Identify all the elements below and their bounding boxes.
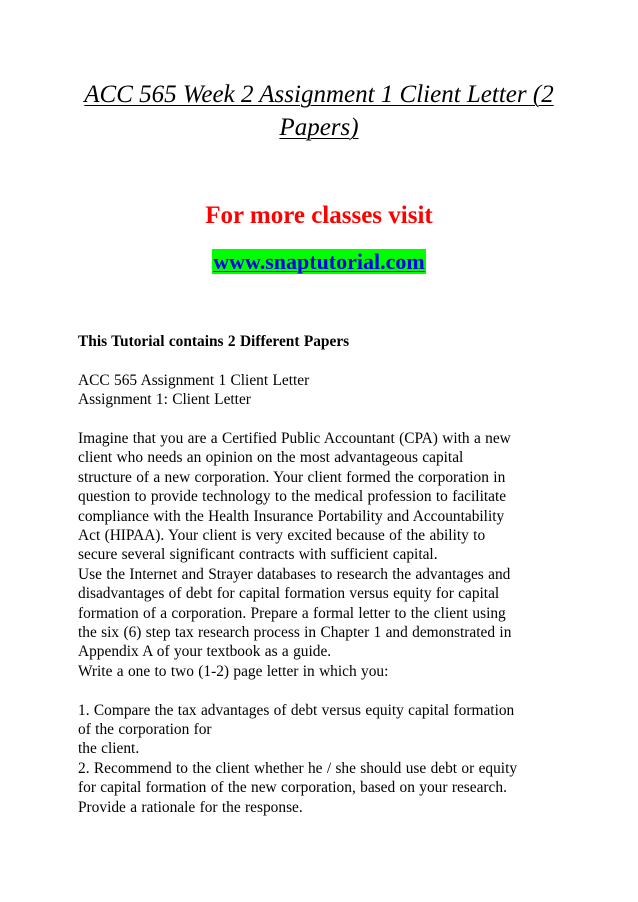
document-body bbox=[78, 332, 566, 817]
paragraph-line: compliance with the Health Insurance Portability and Accountability bbox=[78, 507, 505, 525]
list-line: for capital formation of the new corporation, based on your research. bbox=[78, 779, 507, 797]
paragraph-line: question to provide technology to the medical profession to facilitate bbox=[78, 488, 507, 506]
list-line: of the corporation for bbox=[78, 721, 212, 739]
list-line: 1. Compare the tax advantages of debt versus equity capital formation bbox=[78, 701, 515, 719]
paragraph-line: client who needs an opinion on the most advantageous capital bbox=[78, 449, 464, 467]
paragraph-line: the six (6) step tax research process in Chapter 1 and demonstrated in bbox=[78, 624, 512, 642]
paragraph-line: Appendix A of your textbook as a guide. bbox=[78, 643, 332, 661]
list-line: the client. bbox=[78, 740, 140, 758]
website-link[interactable]: www.snaptutorial.com bbox=[213, 249, 425, 274]
assignment-line-2: Assignment 1: Client Letter bbox=[78, 391, 251, 409]
document-title bbox=[60, 78, 578, 144]
list-line: 2. Recommend to the client whether he / she should use debt or equity bbox=[78, 759, 518, 777]
paragraph-line: Write a one to two (1-2) page letter in which you: bbox=[78, 662, 389, 680]
list-line: Provide a rationale for the response. bbox=[78, 798, 303, 816]
link-container bbox=[0, 247, 638, 280]
title-line-1: ACC 565 Week 2 Assignment 1 Client Letter (2 bbox=[84, 81, 554, 108]
paragraph-line: Act (HIPAA). Your client is very excited because of the ability to bbox=[78, 527, 486, 545]
paragraph-line: disadvantages of debt for capital formation versus equity for capital bbox=[78, 585, 500, 603]
assignment-line-1: ACC 565 Assignment 1 Client Letter bbox=[78, 371, 310, 389]
paragraph-line: Imagine that you are a Certified Public Accountant (CPA) with a new bbox=[78, 430, 511, 447]
intro-heading: This Tutorial contains 2 Different Papers bbox=[78, 333, 350, 350]
promo-text: For more classes visit bbox=[205, 202, 433, 229]
paragraph-line: Use the Internet and Strayer databases to research the advantages and bbox=[78, 565, 511, 583]
paragraph-line: secure several significant contracts with sufficient capital. bbox=[78, 546, 438, 564]
title-line-2: Papers) bbox=[279, 114, 359, 141]
paragraph-line: formation of a corporation. Prepare a formal letter to the client using bbox=[78, 604, 506, 622]
paragraph-line: structure of a new corporation. Your client formed the corporation in bbox=[78, 468, 506, 486]
